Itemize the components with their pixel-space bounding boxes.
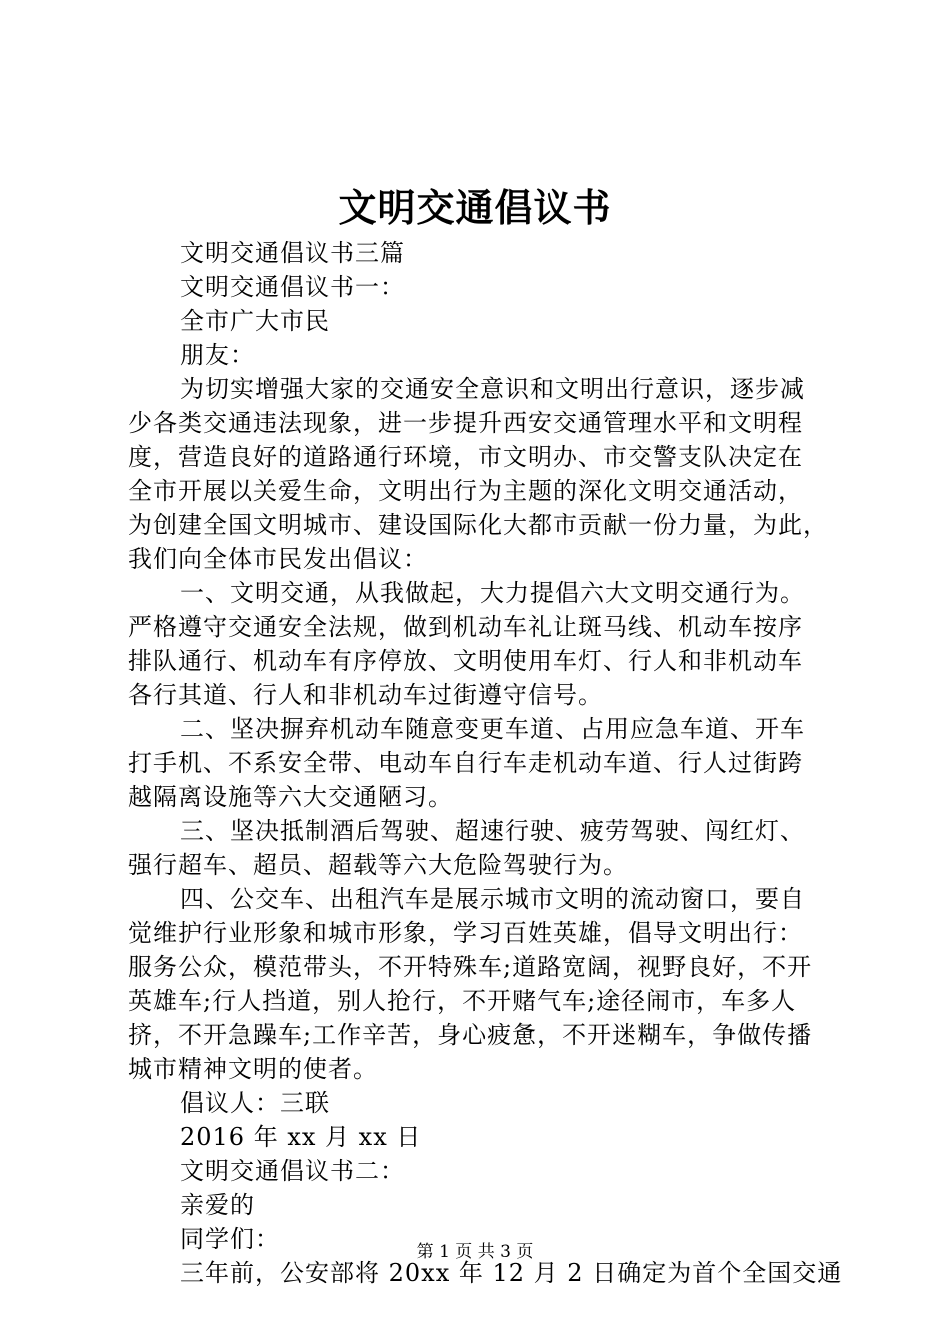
body-line: 严格遵守交通安全法规，做到机动车礼让斑马线、机动车按序 [128, 613, 803, 641]
body-line: 2016 年 xx 月 xx 日 [180, 1123, 422, 1151]
document-body [128, 236, 844, 1290]
body-line: 朋友： [180, 341, 255, 369]
body-line: 我们向全体市民发出倡议： [128, 545, 428, 573]
body-line: 强行超车、超员、超载等六大危险驾驶行为。 [128, 851, 628, 879]
body-line: 全市开展以关爱生命，文明出行为主题的深化文明交通活动， [128, 477, 803, 505]
body-line: 全市广大市民 [180, 307, 330, 335]
body-line: 觉维护行业形象和城市形象，学习百姓英雄，倡导文明出行： [128, 919, 803, 947]
page-number-footer: 第 1 页 共 3 页 [416, 1242, 534, 1262]
body-line: 二、坚决摒弃机动车随意变更车道、占用应急车道、开车 [180, 715, 805, 743]
body-line: 度，营造良好的道路通行环境，市文明办、市交警支队决定在 [128, 443, 803, 471]
body-line: 为切实增强大家的交通安全意识和文明出行意识，逐步减 [180, 375, 805, 403]
body-line: 同学们： [180, 1225, 280, 1253]
body-line: 各行其道、行人和非机动车过街遵守信号。 [128, 681, 603, 709]
body-line: 倡议人：三联 [180, 1089, 330, 1117]
body-line: 文明交通倡议书一： [180, 273, 405, 301]
body-line: 打手机、不系安全带、电动车自行车走机动车道、行人过街跨 [128, 749, 803, 777]
body-line: 三年前，公安部将 20xx 年 12 月 2 日确定为首个全国交通 [180, 1259, 843, 1287]
body-line: 英雄车;行人挡道，别人抢行，不开赌气车;途径闹市，车多人 [128, 987, 797, 1015]
body-line: 排队通行、机动车有序停放、文明使用车灯、行人和非机动车 [128, 647, 803, 675]
body-line: 四、公交车、出租汽车是展示城市文明的流动窗口，要自 [180, 885, 805, 913]
body-line: 服务公众，模范带头，不开特殊车;道路宽阔，视野良好，不开 [128, 953, 813, 981]
body-line: 城市精神文明的使者。 [128, 1055, 378, 1083]
body-line: 少各类交通违法现象，进一步提升西安交通管理水平和文明程 [128, 409, 803, 437]
body-line: 一、文明交通，从我做起，大力提倡六大文明交通行为。 [180, 579, 805, 607]
body-line: 文明交通倡议书三篇 [180, 239, 405, 267]
body-line: 亲爱的 [180, 1191, 255, 1219]
body-line: 挤，不开急躁车;工作辛苦，身心疲惫，不开迷糊车，争做传播 [128, 1021, 813, 1049]
document-title: 文明交通倡议书 [338, 185, 612, 230]
body-line: 文明交通倡议书二： [180, 1157, 405, 1185]
body-line: 为创建全国文明城市、建设国际化大都市贡献一份力量，为此， [128, 511, 828, 539]
body-line: 越隔离设施等六大交通陋习。 [128, 783, 453, 811]
body-line: 三、坚决抵制酒后驾驶、超速行驶、疲劳驾驶、闯红灯、 [180, 817, 805, 845]
